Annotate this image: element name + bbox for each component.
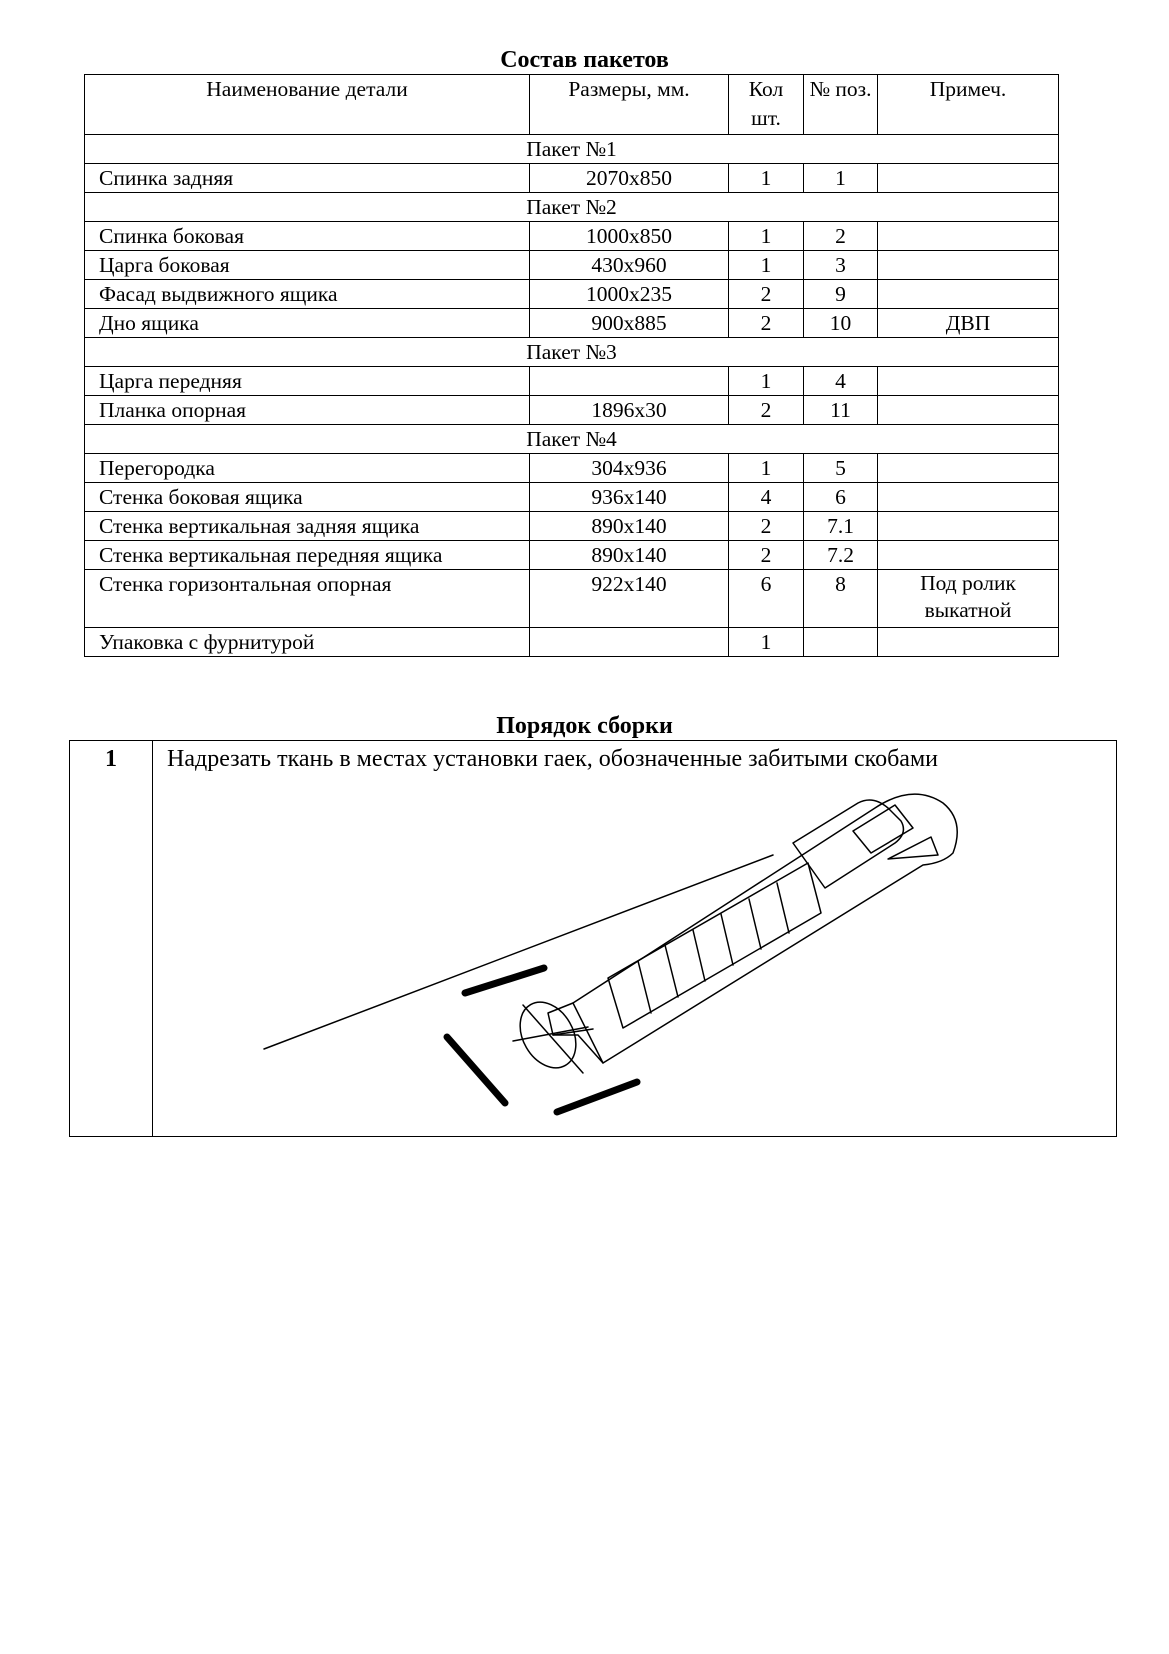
part-size: 922х140 bbox=[530, 570, 729, 628]
part-note: Под ролик выкатной bbox=[878, 570, 1059, 628]
header-name: Наименование детали bbox=[85, 75, 530, 135]
step-content bbox=[153, 741, 1117, 1137]
part-size: 890х140 bbox=[530, 541, 729, 570]
part-note bbox=[878, 280, 1059, 309]
part-pos: 6 bbox=[804, 483, 878, 512]
part-note bbox=[878, 628, 1059, 657]
part-note bbox=[878, 512, 1059, 541]
table-row bbox=[85, 628, 1059, 657]
part-qty: 2 bbox=[729, 280, 804, 309]
part-note: ДВП bbox=[878, 309, 1059, 338]
part-name: Фасад выдвижного ящика bbox=[85, 280, 530, 309]
parts-table bbox=[84, 74, 1059, 657]
part-qty: 1 bbox=[729, 367, 804, 396]
part-name: Перегородка bbox=[85, 454, 530, 483]
package-row bbox=[85, 338, 1059, 367]
package-label: Пакет №2 bbox=[85, 193, 1059, 222]
part-note bbox=[878, 483, 1059, 512]
part-name: Стенка горизонтальная опорная bbox=[85, 570, 530, 628]
part-qty: 2 bbox=[729, 309, 804, 338]
part-size bbox=[530, 367, 729, 396]
table-row bbox=[85, 454, 1059, 483]
part-qty: 1 bbox=[729, 628, 804, 657]
part-qty: 2 bbox=[729, 396, 804, 425]
part-pos: 3 bbox=[804, 251, 878, 280]
table-row bbox=[85, 367, 1059, 396]
part-size: 936х140 bbox=[530, 483, 729, 512]
table-row bbox=[85, 251, 1059, 280]
table-row bbox=[85, 483, 1059, 512]
part-name: Стенка вертикальная передняя ящика bbox=[85, 541, 530, 570]
part-qty: 1 bbox=[729, 454, 804, 483]
table-header-row bbox=[85, 75, 1059, 135]
part-note bbox=[878, 222, 1059, 251]
part-size: 1896х30 bbox=[530, 396, 729, 425]
part-name: Спинка задняя bbox=[85, 164, 530, 193]
table-row bbox=[85, 222, 1059, 251]
utility-knife-illustration bbox=[153, 773, 1116, 1128]
part-pos: 1 bbox=[804, 164, 878, 193]
part-size bbox=[530, 628, 729, 657]
part-note bbox=[878, 251, 1059, 280]
part-name: Стенка боковая ящика bbox=[85, 483, 530, 512]
table-row bbox=[85, 280, 1059, 309]
part-size: 2070х850 bbox=[530, 164, 729, 193]
part-size: 900х885 bbox=[530, 309, 729, 338]
step-text: Надрезать ткань в местах установки гаек, обозначенные забитыми скобами bbox=[167, 746, 938, 772]
part-note bbox=[878, 396, 1059, 425]
package-label: Пакет №1 bbox=[85, 135, 1059, 164]
part-size: 304х936 bbox=[530, 454, 729, 483]
part-qty: 6 bbox=[729, 570, 804, 628]
header-size: Размеры, мм. bbox=[530, 75, 729, 135]
package-label: Пакет №3 bbox=[85, 338, 1059, 367]
part-name: Упаковка с фурнитурой bbox=[85, 628, 530, 657]
part-note bbox=[878, 541, 1059, 570]
part-name: Царга боковая bbox=[85, 251, 530, 280]
part-name: Спинка боковая bbox=[85, 222, 530, 251]
step-number: 1 bbox=[70, 741, 153, 1137]
table-row bbox=[85, 512, 1059, 541]
header-qty: Кол шт. bbox=[729, 75, 804, 135]
part-qty: 1 bbox=[729, 251, 804, 280]
table-row bbox=[85, 396, 1059, 425]
table-row bbox=[85, 541, 1059, 570]
part-pos: 7.1 bbox=[804, 512, 878, 541]
header-note: Примеч. bbox=[878, 75, 1059, 135]
part-name: Дно ящика bbox=[85, 309, 530, 338]
part-size: 890х140 bbox=[530, 512, 729, 541]
part-pos: 11 bbox=[804, 396, 878, 425]
part-note bbox=[878, 164, 1059, 193]
step-row bbox=[70, 741, 1117, 1137]
package-row bbox=[85, 425, 1059, 454]
part-name: Планка опорная bbox=[85, 396, 530, 425]
table-row bbox=[85, 309, 1059, 338]
packages-title: Состав пакетов bbox=[500, 47, 669, 73]
part-qty: 4 bbox=[729, 483, 804, 512]
part-size: 1000х235 bbox=[530, 280, 729, 309]
part-size: 430х960 bbox=[530, 251, 729, 280]
part-pos: 4 bbox=[804, 367, 878, 396]
part-pos: 5 bbox=[804, 454, 878, 483]
package-label: Пакет №4 bbox=[85, 425, 1059, 454]
part-pos bbox=[804, 628, 878, 657]
part-name: Царга передняя bbox=[85, 367, 530, 396]
table-row bbox=[85, 570, 1059, 628]
part-pos: 8 bbox=[804, 570, 878, 628]
assembly-title: Порядок сборки bbox=[496, 713, 673, 739]
package-row bbox=[85, 135, 1059, 164]
table-row bbox=[85, 164, 1059, 193]
part-qty: 2 bbox=[729, 541, 804, 570]
package-row bbox=[85, 193, 1059, 222]
part-pos: 9 bbox=[804, 280, 878, 309]
part-name: Стенка вертикальная задняя ящика bbox=[85, 512, 530, 541]
part-note bbox=[878, 367, 1059, 396]
header-pos: № поз. bbox=[804, 75, 878, 135]
part-size: 1000х850 bbox=[530, 222, 729, 251]
part-qty: 1 bbox=[729, 222, 804, 251]
part-qty: 2 bbox=[729, 512, 804, 541]
part-qty: 1 bbox=[729, 164, 804, 193]
part-note bbox=[878, 454, 1059, 483]
part-pos: 10 bbox=[804, 309, 878, 338]
assembly-steps-table bbox=[69, 740, 1117, 1137]
part-pos: 7.2 bbox=[804, 541, 878, 570]
part-pos: 2 bbox=[804, 222, 878, 251]
